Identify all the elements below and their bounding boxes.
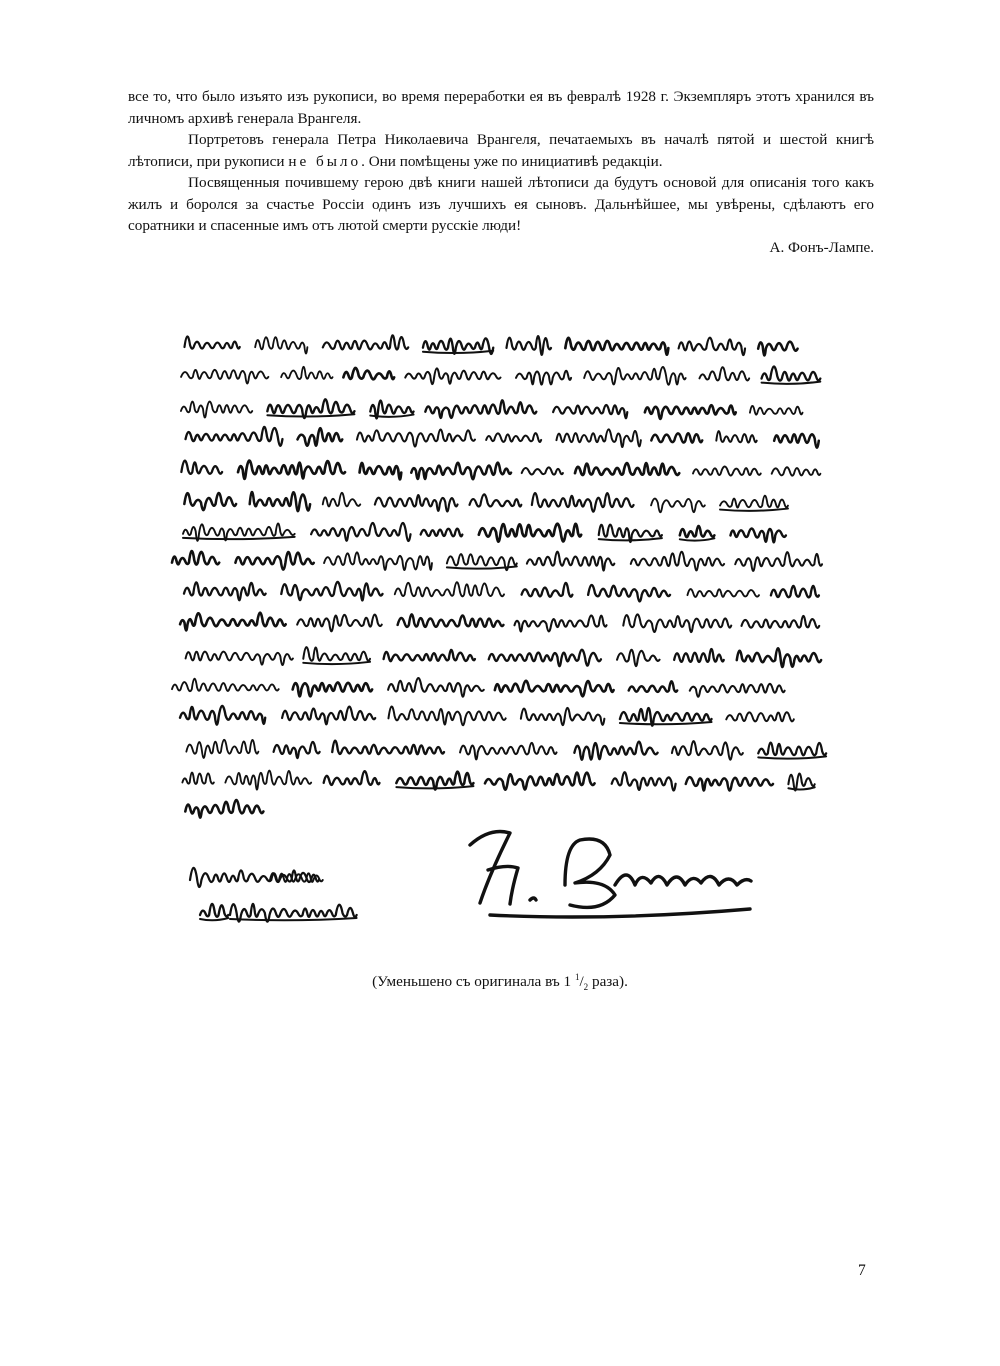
handwriting-stroke bbox=[323, 335, 408, 349]
handwriting-stroke bbox=[303, 647, 370, 661]
handwriting-stroke bbox=[388, 678, 484, 697]
handwriting-stroke bbox=[741, 616, 819, 628]
handwriting-stroke bbox=[730, 529, 785, 543]
handwriting-stroke bbox=[720, 496, 788, 508]
handwriting-stroke bbox=[183, 537, 295, 539]
handwriting-stroke bbox=[172, 551, 219, 564]
handwriting-stroke bbox=[693, 467, 761, 476]
handwriting-stroke bbox=[651, 499, 705, 513]
handwriting-stroke bbox=[522, 467, 563, 474]
handwriting-stroke bbox=[447, 566, 517, 568]
handwriting-stroke bbox=[460, 743, 556, 759]
handwriting-stroke bbox=[726, 712, 794, 721]
handwriting-stroke bbox=[679, 338, 745, 355]
handwriting-stroke bbox=[421, 529, 463, 537]
paragraph-2-text-end: . Они помѣщены уже по инициативѣ редакціи. bbox=[361, 152, 663, 170]
handwriting-stroke bbox=[298, 428, 343, 445]
handwriting-stroke bbox=[324, 771, 380, 785]
handwriting-stroke bbox=[645, 405, 736, 419]
paragraph-3 bbox=[128, 172, 874, 237]
handwriting-stroke bbox=[485, 773, 595, 790]
handwriting-stroke bbox=[255, 337, 307, 353]
handwriting-stroke bbox=[720, 509, 788, 511]
handwriting-stroke bbox=[516, 371, 571, 385]
handwriting-stroke bbox=[737, 648, 821, 667]
handwriting-stroke bbox=[181, 370, 268, 384]
handwriting-stroke bbox=[623, 614, 731, 632]
signature-stroke bbox=[470, 832, 751, 918]
handwriting-stroke bbox=[651, 433, 702, 442]
handwriting-stroke bbox=[521, 708, 605, 725]
handwriting-stroke bbox=[281, 582, 382, 600]
handwriting-stroke bbox=[631, 552, 724, 571]
caption-prefix: (Уменьшено съ оригинала въ 1 bbox=[372, 973, 575, 991]
handwriting-stroke bbox=[190, 868, 319, 887]
handwriting-stroke bbox=[690, 684, 785, 697]
handwriting-stroke bbox=[680, 526, 715, 537]
handwriting-stroke bbox=[532, 493, 634, 512]
handwriting-stroke bbox=[716, 431, 756, 442]
handwriting-stroke bbox=[172, 679, 279, 691]
caption-fraction-slash: / bbox=[579, 973, 584, 991]
handwriting-stroke bbox=[514, 616, 606, 632]
handwriting-stroke bbox=[282, 707, 375, 725]
handwriting-stroke bbox=[556, 429, 640, 447]
caption-fraction-denominator: 2 bbox=[583, 982, 589, 993]
handwriting-stroke bbox=[553, 405, 627, 418]
handwriting-stroke bbox=[762, 382, 821, 384]
handwriting-stroke bbox=[388, 707, 505, 726]
handwriting-stroke bbox=[238, 461, 345, 479]
handwriting-stroke bbox=[425, 400, 536, 418]
author-signature-text: А. Фонъ-Лампе. bbox=[769, 238, 874, 256]
handwriting-stroke bbox=[186, 740, 258, 758]
handwriting-stroke bbox=[323, 493, 361, 507]
handwriting-stroke bbox=[405, 368, 500, 384]
handwriting-stroke bbox=[357, 430, 475, 447]
handwriting-stroke bbox=[200, 918, 228, 920]
handwriting-stroke bbox=[680, 538, 715, 540]
handwriting-stroke bbox=[182, 773, 213, 784]
handwriting-stroke bbox=[506, 336, 551, 355]
handwriting-stroke bbox=[293, 682, 372, 696]
handwriting-stroke bbox=[267, 414, 354, 416]
handwriting-stroke bbox=[343, 368, 394, 379]
page-number: 7 bbox=[858, 1262, 866, 1279]
handwriting-stroke bbox=[479, 524, 581, 542]
handwriting-stroke bbox=[281, 367, 332, 379]
handwriting-stroke bbox=[274, 742, 320, 758]
handwriting-stroke bbox=[225, 771, 311, 790]
paragraph-3-text: Посвященныя почившему герою двѣ книги нашей лѣтописи да будутъ основой для описанія того какъ жилъ и боролся за счастье Россіи одинъ изъ лучшихъ ея сыновъ. Дальнѣйшее, мы увѣрены, сдѣлаютъ его соратники и спасенные имъ отъ лютой смерти русскіе люди! bbox=[128, 174, 874, 234]
handwriting-stroke bbox=[762, 367, 821, 381]
handwriting-stroke bbox=[185, 800, 263, 818]
handwriting-stroke bbox=[324, 552, 432, 570]
handwriting-stroke bbox=[687, 589, 759, 597]
handwriting-stroke bbox=[181, 461, 222, 474]
paragraph-2-spaced-emphasis: не было bbox=[288, 152, 362, 170]
handwriting-stroke bbox=[250, 492, 310, 511]
handwriting-stroke bbox=[750, 406, 803, 415]
handwriting-stroke bbox=[620, 722, 712, 724]
handwriting-stroke bbox=[489, 650, 601, 666]
handwriting-stroke bbox=[398, 614, 504, 626]
paragraph-1 bbox=[128, 86, 874, 129]
paragraph-2-text: Портретовъ генерала Петра Николаевича Врангеля, печатаемыхъ въ началѣ пятой и шестой книгѣ лѣтописи, при рукописи bbox=[128, 131, 874, 170]
handwriting-stroke bbox=[788, 787, 814, 789]
handwriting-stroke bbox=[375, 495, 458, 511]
handwriting-stroke bbox=[186, 652, 293, 665]
handwriting-stroke bbox=[699, 367, 749, 380]
handwriting-stroke bbox=[522, 583, 573, 597]
handwriting-stroke bbox=[617, 650, 660, 666]
handwritten-manuscript-image bbox=[170, 325, 850, 945]
handwriting-stroke bbox=[470, 494, 522, 506]
handwriting-stroke bbox=[184, 582, 266, 600]
handwriting-stroke bbox=[574, 742, 657, 760]
handwriting-stroke bbox=[184, 493, 236, 510]
body-text bbox=[128, 86, 874, 258]
author-signature bbox=[128, 237, 874, 259]
handwriting-stroke bbox=[186, 427, 283, 446]
handwriting-stroke bbox=[771, 586, 819, 597]
handwriting-stroke bbox=[486, 433, 541, 442]
handwriting-stroke bbox=[672, 741, 743, 760]
handwriting-stroke bbox=[303, 662, 370, 664]
handwriting-stroke bbox=[495, 681, 614, 696]
handwriting-stroke bbox=[774, 434, 819, 448]
handwriting-stroke bbox=[411, 463, 511, 479]
handwriting-stroke bbox=[772, 467, 821, 475]
handwriting-stroke bbox=[332, 741, 444, 755]
handwriting-stroke bbox=[674, 649, 724, 662]
handwriting-stroke bbox=[565, 338, 668, 355]
handwriting-stroke bbox=[181, 402, 252, 418]
handwriting-stroke bbox=[235, 552, 313, 570]
handwriting-stroke bbox=[297, 615, 382, 632]
paragraph-1-text: все то, что было изъято изъ рукописи, во время переработки ея въ февралѣ 1928 г. Экземпляръ этотъ хранился въ личномъ архивѣ генерала Врангеля. bbox=[128, 88, 874, 127]
handwriting-stroke bbox=[588, 585, 670, 601]
handwriting-stroke bbox=[395, 582, 504, 596]
handwriting-stroke bbox=[629, 681, 677, 692]
handwriting-stroke bbox=[584, 367, 685, 385]
handwriting-stroke bbox=[230, 918, 357, 920]
handwriting-stroke bbox=[686, 777, 773, 790]
handwriting-stroke bbox=[200, 904, 228, 917]
handwriting-stroke bbox=[758, 743, 826, 756]
image-caption bbox=[0, 972, 1000, 992]
handwriting-stroke bbox=[311, 523, 410, 541]
handwriting-stroke bbox=[758, 342, 797, 356]
caption-suffix: раза). bbox=[588, 973, 628, 991]
handwriting-stroke bbox=[758, 756, 826, 758]
handwriting-stroke bbox=[575, 463, 679, 475]
paragraph-2 bbox=[128, 129, 874, 172]
handwriting-stroke bbox=[735, 552, 822, 571]
caption-fraction-numerator: 1 bbox=[574, 972, 580, 982]
handwriting-stroke bbox=[527, 552, 614, 571]
handwriting-stroke bbox=[423, 351, 493, 353]
handwriting-stroke bbox=[384, 650, 475, 661]
handwriting-stroke bbox=[360, 463, 402, 479]
manuscript-svg bbox=[170, 325, 850, 945]
handwriting-stroke bbox=[180, 706, 265, 725]
handwriting-stroke bbox=[184, 336, 239, 348]
handwriting-stroke bbox=[612, 772, 676, 790]
handwriting-stroke bbox=[180, 613, 286, 631]
